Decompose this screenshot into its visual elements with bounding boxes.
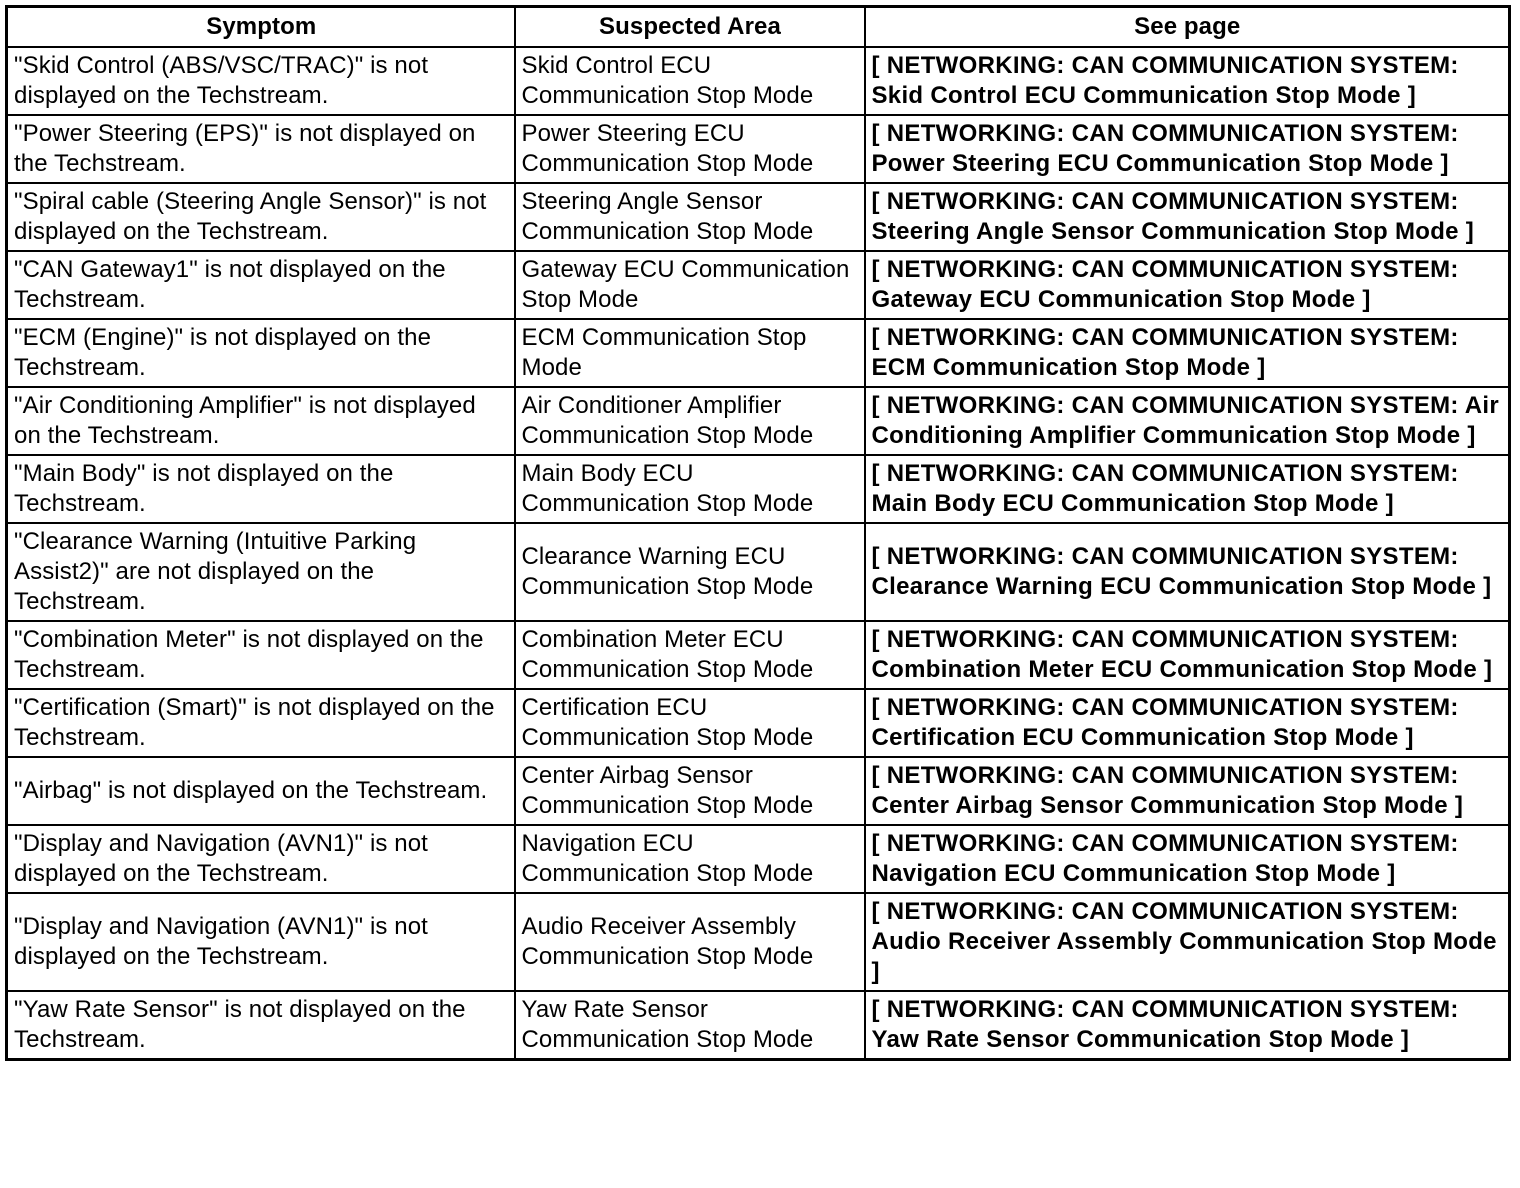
table-row [7, 47, 1510, 115]
problem-symptoms-table [5, 5, 1511, 1061]
table-row [7, 991, 1510, 1060]
symptom-cell: "Yaw Rate Sensor" is not displayed on the Techstream. [7, 991, 515, 1060]
table-row [7, 319, 1510, 387]
header-suspected-area: Suspected Area [515, 7, 865, 48]
table-row [7, 893, 1510, 991]
see-page-link[interactable]: [ NETWORKING: CAN COMMUNICATION SYSTEM: Skid Control ECU Communication Stop Mode ] [865, 47, 1510, 115]
table-body [7, 47, 1510, 1060]
see-page-link[interactable]: [ NETWORKING: CAN COMMUNICATION SYSTEM: Clearance Warning ECU Communication Stop Mode ] [865, 523, 1510, 621]
suspected-area-cell: Combination Meter ECU Communication Stop Mode [515, 621, 865, 689]
symptom-cell: "Combination Meter" is not displayed on the Techstream. [7, 621, 515, 689]
symptom-cell: "Air Conditioning Amplifier" is not displayed on the Techstream. [7, 387, 515, 455]
table-row [7, 387, 1510, 455]
symptom-cell: "Display and Navigation (AVN1)" is not displayed on the Techstream. [7, 825, 515, 893]
see-page-link[interactable]: [ NETWORKING: CAN COMMUNICATION SYSTEM: Steering Angle Sensor Communication Stop Mode ] [865, 183, 1510, 251]
suspected-area-cell: Audio Receiver Assembly Communication Stop Mode [515, 893, 865, 991]
table-row [7, 183, 1510, 251]
suspected-area-cell: Navigation ECU Communication Stop Mode [515, 825, 865, 893]
see-page-link[interactable]: [ NETWORKING: CAN COMMUNICATION SYSTEM: Navigation ECU Communication Stop Mode ] [865, 825, 1510, 893]
see-page-link[interactable]: [ NETWORKING: CAN COMMUNICATION SYSTEM: Yaw Rate Sensor Communication Stop Mode ] [865, 991, 1510, 1060]
suspected-area-cell: Skid Control ECU Communication Stop Mode [515, 47, 865, 115]
suspected-area-cell: Clearance Warning ECU Communication Stop Mode [515, 523, 865, 621]
symptom-cell: "Main Body" is not displayed on the Techstream. [7, 455, 515, 523]
table-row [7, 251, 1510, 319]
suspected-area-cell: Steering Angle Sensor Communication Stop Mode [515, 183, 865, 251]
see-page-link[interactable]: [ NETWORKING: CAN COMMUNICATION SYSTEM: ECM Communication Stop Mode ] [865, 319, 1510, 387]
symptom-cell: "CAN Gateway1" is not displayed on the Techstream. [7, 251, 515, 319]
suspected-area-cell: Certification ECU Communication Stop Mode [515, 689, 865, 757]
see-page-link[interactable]: [ NETWORKING: CAN COMMUNICATION SYSTEM: Audio Receiver Assembly Communication Stop Mode ] [865, 893, 1510, 991]
header-see-page: See page [865, 7, 1510, 48]
suspected-area-cell: Air Conditioner Amplifier Communication Stop Mode [515, 387, 865, 455]
symptom-cell: "Skid Control (ABS/VSC/TRAC)" is not displayed on the Techstream. [7, 47, 515, 115]
suspected-area-cell: Center Airbag Sensor Communication Stop Mode [515, 757, 865, 825]
table-row [7, 455, 1510, 523]
symptom-cell: "Spiral cable (Steering Angle Sensor)" is not displayed on the Techstream. [7, 183, 515, 251]
see-page-link[interactable]: [ NETWORKING: CAN COMMUNICATION SYSTEM: Air Conditioning Amplifier Communication Stop Mode ] [865, 387, 1510, 455]
symptom-cell: "Display and Navigation (AVN1)" is not displayed on the Techstream. [7, 893, 515, 991]
table-row [7, 825, 1510, 893]
header-row [7, 7, 1510, 48]
see-page-link[interactable]: [ NETWORKING: CAN COMMUNICATION SYSTEM: Center Airbag Sensor Communication Stop Mode ] [865, 757, 1510, 825]
see-page-link[interactable]: [ NETWORKING: CAN COMMUNICATION SYSTEM: Gateway ECU Communication Stop Mode ] [865, 251, 1510, 319]
see-page-link[interactable]: [ NETWORKING: CAN COMMUNICATION SYSTEM: Certification ECU Communication Stop Mode ] [865, 689, 1510, 757]
symptom-cell: "Clearance Warning (Intuitive Parking Assist2)" are not displayed on the Techstream. [7, 523, 515, 621]
see-page-link[interactable]: [ NETWORKING: CAN COMMUNICATION SYSTEM: Main Body ECU Communication Stop Mode ] [865, 455, 1510, 523]
symptom-cell: "Power Steering (EPS)" is not displayed on the Techstream. [7, 115, 515, 183]
symptom-cell: "ECM (Engine)" is not displayed on the Techstream. [7, 319, 515, 387]
suspected-area-cell: Power Steering ECU Communication Stop Mode [515, 115, 865, 183]
table-row [7, 757, 1510, 825]
header-symptom: Symptom [7, 7, 515, 48]
suspected-area-cell: ECM Communication Stop Mode [515, 319, 865, 387]
suspected-area-cell: Gateway ECU Communication Stop Mode [515, 251, 865, 319]
see-page-link[interactable]: [ NETWORKING: CAN COMMUNICATION SYSTEM: Power Steering ECU Communication Stop Mode ] [865, 115, 1510, 183]
see-page-link[interactable]: [ NETWORKING: CAN COMMUNICATION SYSTEM: Combination Meter ECU Communication Stop Mode ] [865, 621, 1510, 689]
table-row [7, 689, 1510, 757]
suspected-area-cell: Main Body ECU Communication Stop Mode [515, 455, 865, 523]
table-header [7, 7, 1510, 48]
table-row [7, 523, 1510, 621]
symptom-cell: "Certification (Smart)" is not displayed on the Techstream. [7, 689, 515, 757]
symptom-cell: "Airbag" is not displayed on the Techstream. [7, 757, 515, 825]
suspected-area-cell: Yaw Rate Sensor Communication Stop Mode [515, 991, 865, 1060]
table-row [7, 621, 1510, 689]
table-row [7, 115, 1510, 183]
